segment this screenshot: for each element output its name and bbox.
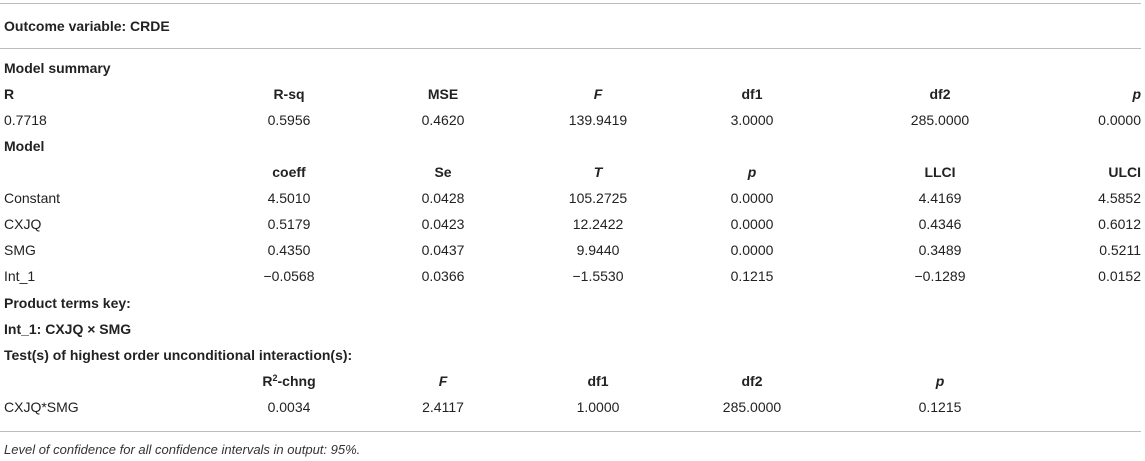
- r2-suffix: -chng: [277, 373, 316, 389]
- header-df1: df1: [741, 86, 763, 102]
- interaction-test-header-row: [0, 370, 1141, 392]
- model-summary-values-row: [0, 109, 1141, 131]
- cell-ulci: 0.6012: [1098, 216, 1141, 232]
- cell-llci: −0.1289: [914, 268, 966, 284]
- r2-superscript: 2: [272, 373, 278, 383]
- header-mse: MSE: [427, 86, 459, 102]
- row-label: CXJQ: [4, 216, 42, 232]
- cell-se: 0.0423: [421, 216, 465, 232]
- header-r2-chng: [219, 370, 359, 392]
- header-t: T: [593, 164, 603, 180]
- top-rule: [0, 3, 1141, 4]
- value-mse: 0.4620: [421, 112, 465, 128]
- cell-interaction-df2: 285.0000: [722, 399, 782, 415]
- model-header-row: [0, 161, 1141, 183]
- cell-llci: 0.4346: [918, 216, 962, 232]
- header-interaction-df2: df2: [741, 373, 763, 389]
- cell-se: 0.0366: [421, 268, 465, 284]
- bottom-rule: [0, 431, 1141, 432]
- header-p: p: [1132, 86, 1141, 102]
- cell-p: 0.1215: [730, 268, 774, 284]
- product-terms-key-row: [0, 318, 1141, 340]
- header-r: R: [4, 86, 15, 102]
- model-summary-header-row: [0, 83, 1141, 105]
- interaction-test-title-row: [0, 344, 1141, 366]
- cell-coeff: 0.4350: [267, 242, 311, 258]
- header-se: Se: [434, 164, 452, 180]
- outcome-row: [0, 15, 1141, 37]
- cell-se: 0.0437: [421, 242, 465, 258]
- header-df2: df2: [929, 86, 951, 102]
- header-llci: LLCI: [924, 164, 956, 180]
- cell-p: 0.0000: [730, 216, 774, 232]
- table-row: [0, 265, 1141, 287]
- cell-r2-chng: 0.0034: [267, 399, 311, 415]
- cell-p: 0.0000: [730, 190, 774, 206]
- cell-interaction-p: 0.1215: [918, 399, 962, 415]
- table-row: [0, 239, 1141, 261]
- header-interaction-f: F: [438, 373, 448, 389]
- product-terms-title-row: [0, 292, 1141, 314]
- outcome-label: Outcome variable: CRDE: [4, 18, 170, 34]
- cell-t: −1.5530: [572, 268, 624, 284]
- header-interaction-p: p: [935, 373, 945, 389]
- cell-ulci: 4.5852: [1098, 190, 1141, 206]
- row-label: SMG: [4, 242, 36, 258]
- cell-coeff: 0.5179: [267, 216, 311, 232]
- table-row: [0, 187, 1141, 209]
- cell-se: 0.0428: [421, 190, 465, 206]
- cell-llci: 4.4169: [918, 190, 962, 206]
- header-f: F: [593, 86, 603, 102]
- r2-base: R: [262, 373, 273, 389]
- value-rsq: 0.5956: [267, 112, 311, 128]
- row-label: CXJQ*SMG: [4, 399, 79, 415]
- header-model-p: p: [747, 164, 757, 180]
- value-p: 0.0000: [1098, 112, 1141, 128]
- model-title-row: [0, 135, 1141, 157]
- cell-coeff: −0.0568: [263, 268, 315, 284]
- cell-t: 9.9440: [576, 242, 620, 258]
- cell-t: 105.2725: [568, 190, 628, 206]
- value-f: 139.9419: [568, 112, 628, 128]
- product-terms-title: Product terms key:: [4, 295, 131, 311]
- model-title: Model: [4, 138, 45, 154]
- value-r: 0.7718: [4, 112, 47, 128]
- row-label: Int_1: [4, 268, 36, 284]
- footnote: Level of confidence for all confidence intervals in output: 95%.: [4, 442, 361, 457]
- cell-interaction-df1: 1.0000: [576, 399, 620, 415]
- cell-p: 0.0000: [730, 242, 774, 258]
- table-row: [0, 213, 1141, 235]
- cell-llci: 0.3489: [918, 242, 962, 258]
- value-df2: 285.0000: [910, 112, 970, 128]
- product-terms-key: Int_1: CXJQ × SMG: [4, 321, 132, 337]
- cell-interaction-f: 2.4117: [422, 399, 464, 415]
- header-interaction-df1: df1: [587, 373, 609, 389]
- header-rule: [0, 48, 1141, 49]
- cell-ulci: 0.0152: [1098, 268, 1141, 284]
- table-row: [0, 396, 1141, 418]
- header-coeff: coeff: [272, 164, 306, 180]
- header-ulci: ULCI: [1108, 164, 1141, 180]
- model-summary-title: Model summary: [4, 60, 111, 76]
- interaction-test-title: Test(s) of highest order unconditional interaction(s):: [4, 347, 353, 363]
- value-df1: 3.0000: [730, 112, 774, 128]
- cell-ulci: 0.5211: [1099, 242, 1141, 258]
- model-summary-title-row: [0, 57, 1141, 79]
- row-label: Constant: [4, 190, 61, 206]
- cell-coeff: 4.5010: [267, 190, 311, 206]
- header-rsq: R-sq: [273, 86, 305, 102]
- cell-t: 12.2422: [572, 216, 624, 232]
